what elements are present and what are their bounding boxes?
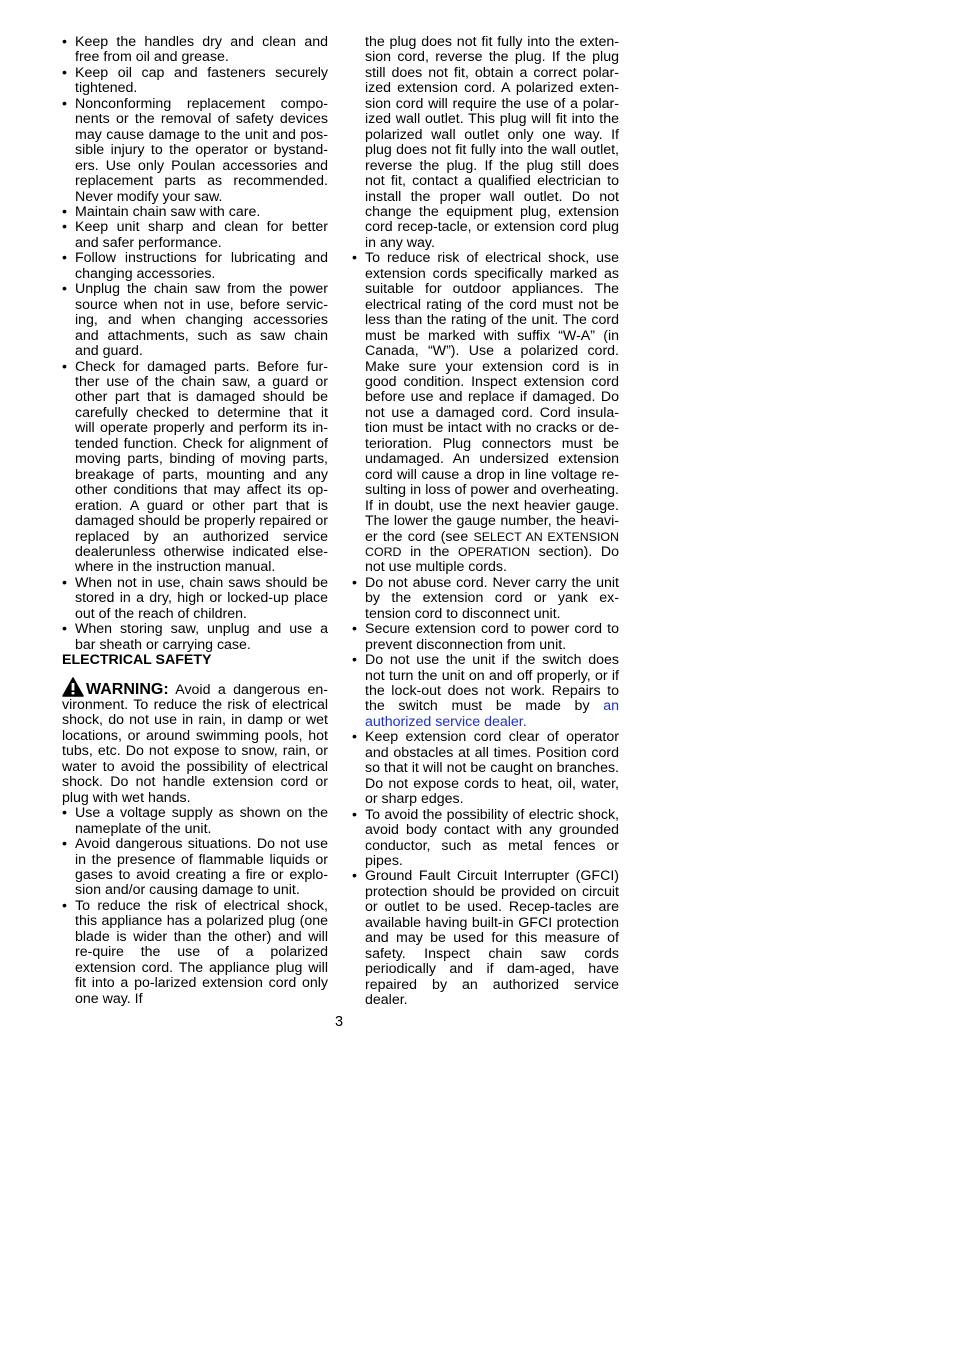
list-item: • Nonconforming replacement compo-nents or the removal of safety devices may cause damage to the unit and pos-sible injury to the operator or bystand-ers. Use only Poulan accessories and replacement parts as recommended. Never modify your saw. (62, 97, 328, 205)
bullet-list-top (62, 35, 328, 653)
list-item: • Keep oil cap and fasteners securely tightened. (62, 66, 328, 97)
list-item: • When storing saw, unplug and use a bar sheath or carrying case. (62, 622, 328, 653)
bullet-list-right (352, 251, 619, 1008)
warning-triangle-icon (62, 677, 84, 697)
list-item: • Unplug the chain saw from the power source when not in use, before servic-ing, and when changing accessories and attachments, such as saw chain and guard. (62, 282, 328, 359)
section-reference: SELECT AN EXTENSION CORD (365, 529, 619, 559)
list-item: • Avoid dangerous situations. Do not use in the presence of flammable liquids or gases to avoid creating a fire or explo-sion and/or causing damage to unit. (62, 837, 328, 899)
bullet-list-bottom (62, 806, 328, 1007)
warning-text: Avoid a dangerous en-vironment. To reduce the risk of electrical shock, do not use in rain, in damp or wet locations, or around swimming pools, hot tubs, etc. Do not expose to snow, rain, or water to avoid the possibility of electrical shock. Do not handle extension cord or plug with wet hands. (62, 681, 328, 806)
warning-paragraph (62, 677, 328, 807)
service-dealer-link[interactable]: an authorized service dealer. (365, 698, 619, 730)
right-column (352, 35, 619, 1009)
extension-cord-text: in the (401, 543, 459, 560)
section-reference: OPERATION (458, 544, 531, 559)
list-item: • Secure extension cord to power cord to prevent disconnection from unit. (352, 622, 619, 653)
section-heading-electrical-safety: ELECTRICAL SAFETY (62, 652, 212, 669)
switch-text: Do not use the unit if the switch does not turn the unit on and off properly, or if the lock-out does not work. Repairs to the switch must be made by (365, 652, 619, 715)
list-item: • Check for damaged parts. Before fur-ther use of the chain saw, a guard or other part that is damaged should be carefully checked to determine that it will operate properly and perform its in-tended function. Check for alignment of moving parts, binding of moving parts, breakage of parts, mounting and any other conditions that may affect its op-eration. A guard or other part that is damaged should be properly repaired or replaced by an authorized service dealerunless otherwise indicated else-where in the instruction manual. (62, 360, 328, 576)
list-item: • Follow instructions for lubricating and changing accessories. (62, 251, 328, 282)
list-item: • To avoid the possibility of electric shock, avoid body contact with any grounded conductor, such as metal fences or pipes. (352, 808, 619, 870)
list-item-extension-cord (352, 251, 619, 576)
list-item: • Maintain chain saw with care. (62, 205, 328, 220)
list-item: • Keep extension cord clear of operator and obstacles at all times. Position cord so that it will not be caught on branches. Do not expose cords to heat, oil, water, or sharp edges. (352, 730, 619, 807)
list-item: • Ground Fault Circuit Interrupter (GFCI) protection should be provided on circuit or outlet to be used. Recep-tacles are available having built-in GFCI protection and may be used for this measure of safety. Inspect chain saw cords periodically and if dam-aged, have repaired by an authorized service dealer. (352, 869, 619, 1008)
continued-paragraph: the plug does not fit fully into the exten-sion cord, reverse the plug. If the plug still does not fit, obtain a correct polar-ized extension cord. A polarized exten-sion cord will require the use of a polar-ized wall outlet. This plug will fit into the polarized wall outlet only one way. If plug does not fit fully into the wall outlet, reverse the plug. If the plug still does not fit, contact a qualified electrician to install the proper wall outlet. Do not change the equipment plug, extension cord recep-tacle, or extension cord plug in any way. (365, 34, 619, 251)
list-item: • When not in use, chain saws should be stored in a dry, high or locked-up place out of the reach of children. (62, 576, 328, 622)
extension-cord-text: section). Do not use multiple cords. (365, 543, 620, 576)
list-item: • Keep the handles dry and clean and free from oil and grease. (62, 35, 328, 66)
list-item-switch (352, 653, 619, 730)
list-item: • Use a voltage supply as shown on the nameplate of the unit. (62, 806, 328, 837)
page-number: 3 (335, 1014, 344, 1030)
list-item: • To reduce the risk of electrical shock, this appliance has a polarized plug (one blade is wider than the other) and will re-quire the use of a polarized extension cord. The appliance plug will fit into a po-larized extension cord only one way. If (62, 899, 328, 1007)
extension-cord-text: To reduce risk of electrical shock, use extension cords specifically marked as suitable for outdoor appliances. The electrical rating of the cord must not be less than the rating of the unit. The cord must be marked with suffix “W-A” (in Canada, “W”). Use a polarized cord. Make sure your extension cord is in good condition. Inspect extension cord before use and replace if damaged. Do not use a damaged cord. Cord insula-tion must be intact with no cracks or de-terioration. Plug connectors must be undamaged. An undersized extension cord will cause a drop in line voltage re-sulting in loss of power and overheating. If in doubt, use the next heavier gauge. The lower the gauge number, the heavi-er the cord (see (365, 250, 619, 545)
warning-label: WARNING: (86, 680, 169, 698)
list-item: • Do not abuse cord. Never carry the unit by the extension cord or yank ex-tension cord to disconnect unit. (352, 576, 619, 622)
list-item: • Keep unit sharp and clean for better and safer performance. (62, 220, 328, 251)
left-column (62, 35, 328, 1007)
